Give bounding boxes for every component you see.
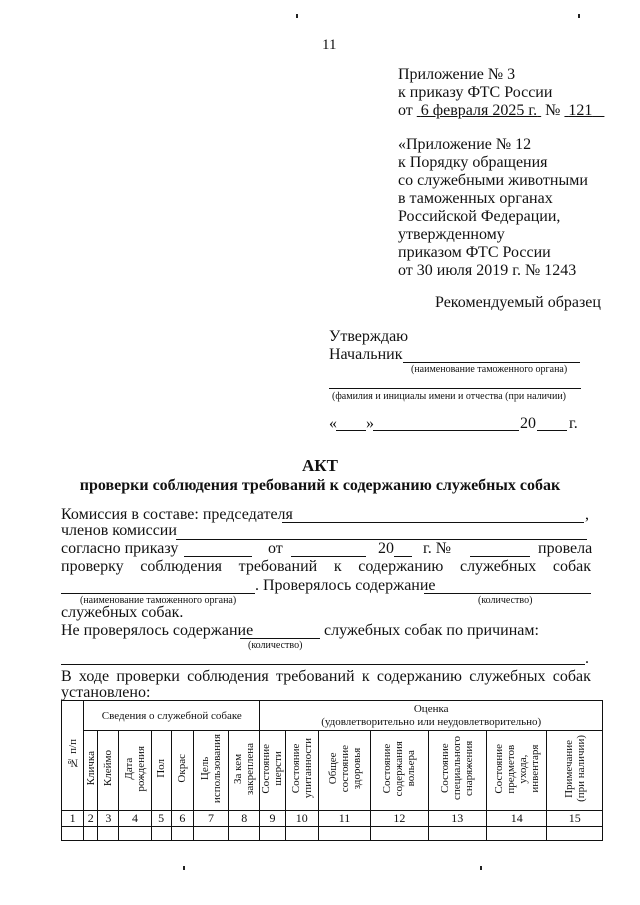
checked-count-hint: (количество) [478, 595, 533, 606]
order-date-line [291, 556, 366, 557]
quoted-appendix-line: со служебными животными [398, 172, 588, 189]
col-header: Состояние специального снаряжения [428, 731, 486, 811]
order-g: г. № [423, 540, 452, 557]
col-header: За кем закреплена [229, 731, 260, 811]
reason-period: . [585, 650, 589, 667]
quoted-appendix-line: в таможенных органах [398, 190, 553, 207]
column-number: 10 [285, 811, 318, 827]
order-year-line [394, 556, 412, 557]
approve-chief: Начальник [329, 346, 403, 363]
approve-date-close: » [366, 415, 374, 432]
column-number: 14 [487, 811, 547, 827]
chief-org-hint: (наименование таможенного органа) [411, 364, 568, 375]
order-number-line [184, 556, 252, 557]
scan-mark [480, 866, 482, 870]
approve-year-suffix: г. [569, 415, 578, 432]
order-did: провела [538, 540, 593, 557]
quoted-appendix-line: утвержденному [398, 226, 505, 243]
commission-comma: , [585, 506, 589, 523]
col-header: Окрас [171, 731, 193, 811]
quoted-appendix-line: «Приложение № 12 [398, 136, 532, 153]
not-checked-label: Не проверялось содержание [61, 622, 254, 639]
order-from: от [268, 540, 283, 557]
scan-mark [183, 866, 185, 870]
members-label: членов комиссии [61, 522, 177, 539]
dogs-label: служебных собак. [61, 604, 184, 621]
column-number: 1 [62, 811, 84, 827]
col-header: Цель использования [193, 731, 228, 811]
recommended-sample: Рекомендуемый образец [435, 294, 601, 311]
chief-name-hint: (фамилия и инициалы имени и отчества (при наличии) [332, 391, 566, 402]
col-header: Состояние предметов ухода, инвентаря [487, 731, 547, 811]
appendix-order: к приказу ФТС России [398, 84, 553, 101]
order-label: согласно приказу [61, 540, 179, 557]
org-name-line [61, 593, 255, 594]
scan-mark [578, 14, 580, 18]
appendix-date: 6 февраля 2025 г. [420, 102, 538, 119]
column-number: 4 [119, 811, 151, 827]
scan-mark [296, 14, 298, 18]
act-title: АКТ [302, 456, 338, 475]
reason-label: служебных собак по причинам: [324, 622, 539, 639]
chief-name-line [329, 388, 581, 389]
quoted-appendix-line: приказом ФТС России [398, 244, 551, 261]
quoted-appendix-line: от 30 июля 2019 г. № 1243 [398, 262, 577, 279]
appendix-date-line: от 6 февраля 2025 г. № 121 [398, 102, 593, 119]
column-number: 5 [151, 811, 171, 827]
col-header: Пол [151, 731, 171, 811]
quoted-appendix-line: к Порядку обращения [398, 154, 548, 171]
chief-org-line [403, 362, 580, 363]
approve-year-line [537, 430, 567, 431]
chairman-line [282, 522, 584, 523]
col-header: Клеймо [98, 731, 119, 811]
column-number: 12 [371, 811, 428, 827]
rating-header: Оценка (удовлетворительно или неудовлетворительно) [260, 701, 603, 731]
column-number: 3 [98, 811, 119, 827]
column-number: 9 [260, 811, 285, 827]
checked-count-line [424, 593, 591, 594]
reason-line [61, 664, 585, 665]
checked-label: . Проверялось содержание [255, 577, 436, 594]
order-year: 20 [378, 540, 394, 557]
approve-month-line [373, 430, 519, 431]
col-header: Состояние шерсти [260, 731, 285, 811]
col-header: Дата рождения [119, 731, 151, 811]
column-number: 13 [428, 811, 486, 827]
col-header: Состояние содержания вольера [371, 731, 428, 811]
inspection-table [61, 700, 603, 841]
col-header: Состояние упитанности [285, 731, 318, 811]
approve-year: 20 [520, 415, 536, 432]
table-row [62, 827, 603, 841]
table-subheader-row [62, 731, 603, 811]
act-subtitle: проверки соблюдения требований к содержанию служебных собак [79, 477, 561, 494]
col-header: Примечание (при наличии) [547, 731, 603, 811]
appendix-number: 121 [568, 102, 593, 119]
approve-date-open: « [329, 415, 337, 432]
column-number: 2 [84, 811, 98, 827]
col-header: Кличка [84, 731, 98, 811]
table-header-row [62, 701, 603, 731]
column-number: 6 [171, 811, 193, 827]
check-sentence: проверку соблюдения требований к содержанию служебных собак [61, 558, 591, 575]
order-no-line [470, 556, 530, 557]
col-no-header: № п/п [62, 701, 84, 811]
result-sentence: В ходе проверки соблюдения требований к содержанию служебных собак [61, 668, 591, 685]
column-number: 7 [193, 811, 228, 827]
column-number: 11 [318, 811, 370, 827]
column-number-row [62, 811, 603, 827]
column-number: 8 [229, 811, 260, 827]
not-checked-count-hint: (количество) [248, 640, 303, 651]
page-number: 11 [322, 37, 337, 53]
not-checked-count-line [240, 638, 320, 639]
column-number: 15 [547, 811, 603, 827]
established-label: установлено: [61, 684, 151, 701]
approve-day-line [336, 430, 366, 431]
quoted-appendix-line: Российской Федерации, [398, 208, 561, 225]
approve-title: Утверждаю [329, 328, 409, 345]
org-name-hint: (наименование таможенного органа) [80, 595, 237, 606]
dog-info-header: Сведения о служебной собаке [84, 701, 260, 731]
commission-label: Комиссия в составе: председателя [61, 506, 293, 523]
appendix-title: Приложение № 3 [398, 66, 516, 83]
col-header: Общее состояние здоровья [318, 731, 370, 811]
